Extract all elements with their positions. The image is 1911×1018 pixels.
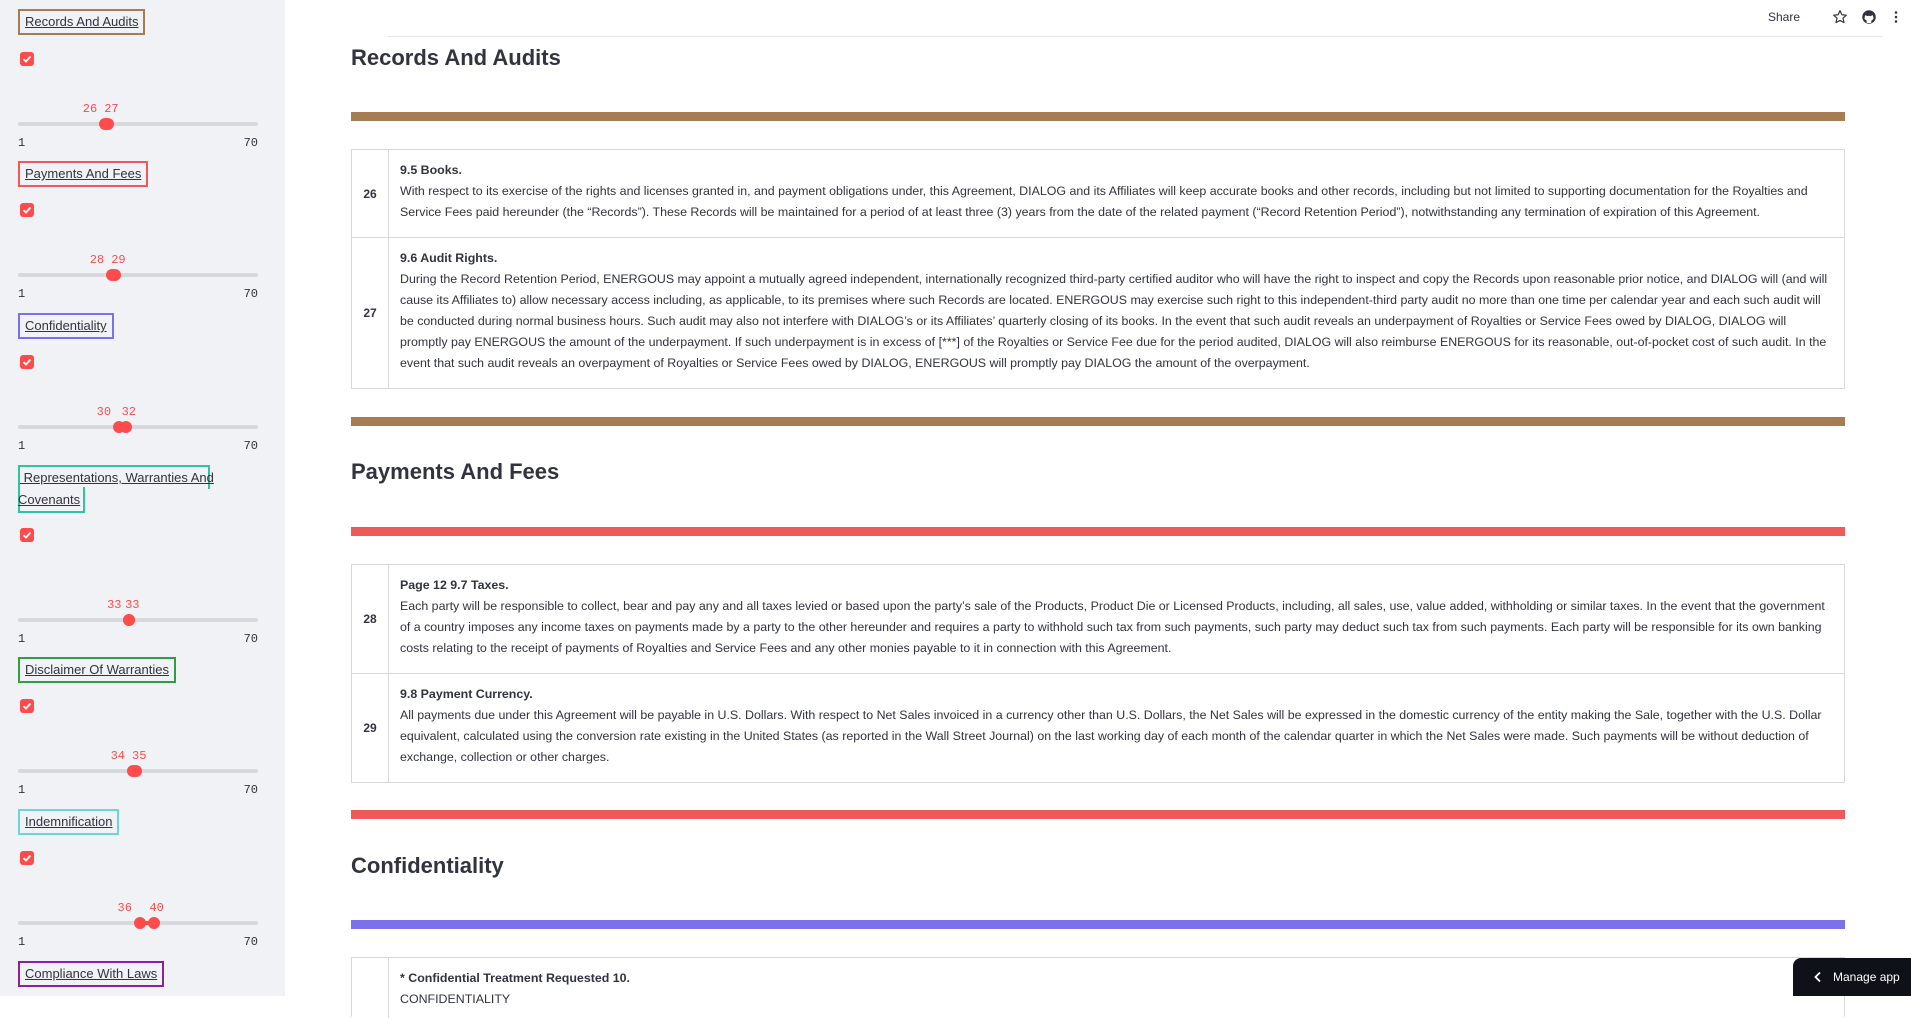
sidebar-section-compliance-with-laws <box>18 961 258 987</box>
slider-max-label: 70 <box>243 287 258 301</box>
share-button[interactable]: Share <box>1767 10 1800 24</box>
slider-high-value: 29 <box>111 253 126 267</box>
clause-text: Each party will be responsible to collect, bear and pay any and all taxes levied or based upon the party’s sale of the Products, Product Die or Licensed Products, including, all sales, use, value added, withholding or similar taxes. In the event that the government of a country imposes any income taxes on payments made by a party to the other hereunder and requires a party to withhold such tax from such payments, such party may deduct such tax from such payments. Each party will be responsible for its own banking costs relating to the receipt of payments of Royalties and Service Fees and any other monies payable to it in connection with this Agreement. <box>400 599 1825 655</box>
section-heading-records-and-audits: Records And Audits <box>351 45 561 70</box>
slider-thumb-high[interactable] <box>109 269 121 281</box>
clause-text: With respect to its exercise of the rights and licenses granted in, and payment obligations under, this Agreement, DIALOG and its Affiliates will keep accurate books and other records, including but not limited to supporting documentation for the Royalties and Service Fees paid hereunder (the “Records”). These Records will be maintained for a period of at least three (3) years from the date of the related payment (“Record Retention Period”), notwithstanding any termination of expiration of this Agreement. <box>400 184 1808 219</box>
table-row <box>352 674 1844 782</box>
clause-number: 29 <box>352 674 389 782</box>
slider-max-label: 70 <box>243 439 258 453</box>
clause-cell <box>389 238 1844 388</box>
table-row <box>352 238 1844 388</box>
slider-low-value: 33 <box>107 598 122 612</box>
slider-high-value: 35 <box>132 749 147 763</box>
clause-number <box>352 958 389 1018</box>
slider-thumb-high[interactable] <box>123 614 135 626</box>
section-heading-payments-and-fees: Payments And Fees <box>351 459 560 484</box>
slider-track <box>18 618 258 622</box>
slider-high-value: 27 <box>104 102 119 116</box>
slider-track <box>18 273 258 277</box>
sidebar-section-indemnification <box>18 809 258 835</box>
payments-and-fees-range-slider[interactable] <box>18 253 258 301</box>
disclaimer-range-slider[interactable] <box>18 749 258 797</box>
clause-heading: 9.5 Books. <box>400 163 462 177</box>
slider-thumb-low[interactable] <box>134 917 146 929</box>
slider-low-value: 30 <box>96 405 112 419</box>
slider-min-label: 1 <box>18 783 26 797</box>
slider-thumb-high[interactable] <box>130 765 142 777</box>
check-icon <box>22 205 32 215</box>
sidebar-section-title[interactable]: Compliance With Laws <box>18 961 164 987</box>
slider-min-label: 1 <box>18 632 26 646</box>
section-heading-confidentiality: Confidentiality <box>351 853 504 878</box>
representations-range-slider[interactable] <box>18 598 258 646</box>
sidebar-section-title[interactable]: Records And Audits <box>18 9 145 35</box>
slider-max-label: 70 <box>243 783 258 797</box>
confidentiality-checkbox[interactable] <box>20 355 34 369</box>
payments-and-fees-checkbox[interactable] <box>20 203 34 217</box>
manage-app-label: Manage app <box>1833 970 1900 984</box>
slider-min-label: 1 <box>18 287 26 301</box>
confidentiality-range-slider[interactable] <box>18 405 258 453</box>
sidebar-section-title[interactable]: Confidentiality <box>18 313 114 339</box>
table-row <box>352 565 1844 674</box>
clause-heading: * Confidential Treatment Requested 10. <box>400 971 630 985</box>
indemnification-checkbox[interactable] <box>20 851 34 865</box>
clause-heading: Page 12 9.7 Taxes. <box>400 578 509 592</box>
clause-cell <box>389 674 1844 782</box>
clause-heading: 9.6 Audit Rights. <box>400 251 498 265</box>
clause-number: 26 <box>352 150 389 237</box>
slider-track <box>18 122 258 126</box>
slider-low-value: 26 <box>82 102 98 116</box>
clause-text: CONFIDENTIALITY <box>400 992 511 1006</box>
clause-heading: 9.8 Payment Currency. <box>400 687 533 701</box>
github-icon[interactable] <box>1860 8 1878 26</box>
clause-number: 28 <box>352 565 389 673</box>
manage-app-button[interactable] <box>1793 958 1911 996</box>
slider-low-value: 28 <box>89 253 105 267</box>
main-content <box>285 0 1911 1006</box>
slider-min-label: 1 <box>18 439 26 453</box>
slider-high-value: 40 <box>149 901 164 915</box>
clause-cell <box>389 565 1844 673</box>
check-icon <box>22 357 32 367</box>
check-icon <box>22 853 32 863</box>
sidebar-section-representations-warranties <box>18 465 258 513</box>
slider-high-value: 33 <box>125 598 140 612</box>
top-divider <box>388 36 1882 37</box>
check-icon <box>22 530 32 540</box>
slider-low-value: 34 <box>110 749 125 763</box>
table-row <box>352 958 1844 1018</box>
sidebar-section-title[interactable]: Indemnification <box>18 809 119 835</box>
chevron-left-icon <box>1813 971 1823 983</box>
slider-high-value: 32 <box>121 405 137 419</box>
sidebar-section-title[interactable]: Payments And Fees <box>18 161 148 187</box>
more-vertical-icon[interactable] <box>1887 8 1905 26</box>
table-row <box>352 150 1844 238</box>
sidebar-section-confidentiality <box>18 313 258 339</box>
disclaimer-checkbox[interactable] <box>20 699 34 713</box>
slider-thumb-high[interactable] <box>120 421 132 433</box>
slider-thumb-high[interactable] <box>102 118 114 130</box>
section-color-band <box>351 527 1845 536</box>
check-icon <box>22 701 32 711</box>
records-and-audits-range-slider[interactable] <box>18 102 258 150</box>
slider-track <box>18 425 258 429</box>
representations-checkbox[interactable] <box>20 528 34 542</box>
clauses-table <box>351 957 1845 1017</box>
section-color-band <box>351 417 1845 426</box>
sidebar-section-title[interactable] <box>18 465 218 513</box>
sidebar-section-disclaimer-of-warranties <box>18 657 258 683</box>
slider-thumb-high[interactable] <box>148 917 160 929</box>
clause-text: During the Record Retention Period, ENERGOUS may appoint a mutually agreed independent, internationally recognized third-party certified auditor who will have the right to inspect and copy the Records upon reasonable prior notice, and DIALOG will (and will cause its Affiliates to) allow necessary access including, as applicable, to its premises where such Records are located. ENERGOUS may exercise such right to this independent-third party audit no more than one time per calendar year and each such audit will be conducted during normal business hours. Such audit may also not interfere with DIALOG’s or its Affiliates’ quarterly closing of its books. In the event that such audit reveals an underpayment of Royalties or Service Fees owed by DIALOG, DIALOG will promptly pay ENERGOUS the amount of the underpayment. If such underpayment is in excess of [***] of the Royalties or Service Fee due for the period audited, DIALOG will also reimburse ENERGOUS for its reasonable, out-of-pocket cost of such audit. In the event that such audit reveals an overpayment of Royalties or Service Fees owed by DIALOG, ENERGOUS will promptly pay DIALOG the amount of the overpayment. <box>400 272 1828 370</box>
clauses-table <box>351 564 1845 783</box>
clause-cell <box>389 150 1844 237</box>
star-icon[interactable] <box>1831 8 1849 26</box>
records-and-audits-checkbox[interactable] <box>20 52 34 66</box>
clause-number: 27 <box>352 238 389 388</box>
title-line-2: Covenants <box>18 492 81 507</box>
sidebar <box>0 0 285 996</box>
slider-min-label: 1 <box>18 136 26 150</box>
clause-cell <box>389 958 1844 1018</box>
top-bar <box>285 0 1911 34</box>
indemnification-range-slider[interactable] <box>18 901 258 949</box>
sidebar-section-records-and-audits <box>18 9 258 35</box>
slider-max-label: 70 <box>243 632 258 646</box>
sidebar-section-payments-and-fees <box>18 161 258 187</box>
clause-text: All payments due under this Agreement will be payable in U.S. Dollars. With respect to Net Sales invoiced in a currency other than U.S. Dollars, the Net Sales will be expressed in the domestic currency of the entity making the Sale, together with the U.S. Dollar equivalent, calculated using the conversion rate existing in the United States (as reported in the Wall Street Journal) on the last working day of each month of the calendar quarter in which the Net Sales were made. Such payments will be without deduction of exchange, collection or other charges. <box>400 708 1822 764</box>
slider-low-value: 36 <box>117 901 132 915</box>
title-line-1: Representations, Warranties And <box>20 470 214 485</box>
section-color-band <box>351 810 1845 819</box>
check-icon <box>22 54 32 64</box>
section-color-band <box>351 920 1845 929</box>
slider-max-label: 70 <box>243 935 258 949</box>
section-color-band <box>351 112 1845 121</box>
slider-max-label: 70 <box>243 136 258 150</box>
clauses-table <box>351 149 1845 389</box>
sidebar-section-title[interactable]: Disclaimer Of Warranties <box>18 657 176 683</box>
slider-min-label: 1 <box>18 935 26 949</box>
